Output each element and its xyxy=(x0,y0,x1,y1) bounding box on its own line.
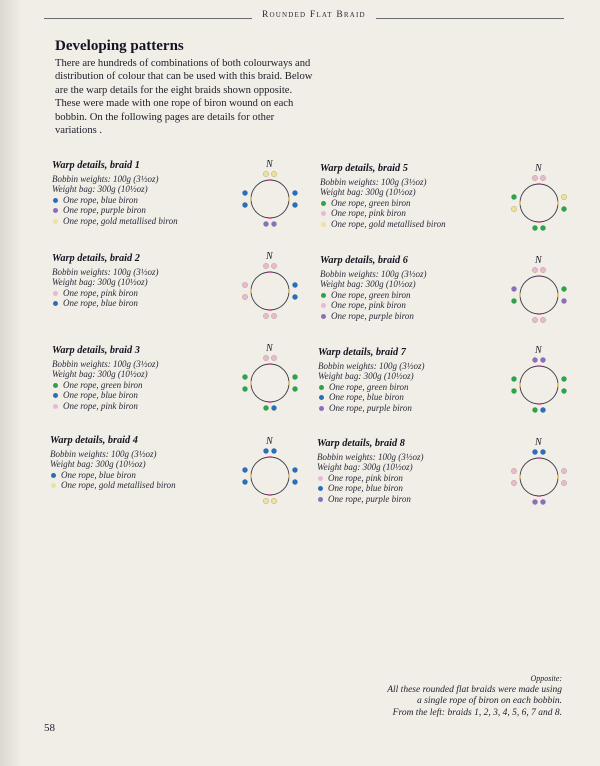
braid-block xyxy=(317,439,487,505)
braid-title: Warp details, braid 3 xyxy=(52,345,140,356)
weight-bag: Weight bag: 300g (10½oz) xyxy=(320,187,416,198)
bobbin-dot xyxy=(532,357,537,362)
bobbin-dot xyxy=(511,298,516,303)
legend-label: One rope, purple biron xyxy=(331,310,414,321)
running-header: Rounded Flat Braid xyxy=(252,10,376,20)
legend-item xyxy=(50,480,220,491)
pink-swatch-icon xyxy=(318,476,323,481)
legend-item xyxy=(320,311,490,322)
gold-swatch-icon xyxy=(321,222,326,227)
bobbin-dot xyxy=(242,467,247,472)
weight-bag: Weight bag: 300g (10½oz) xyxy=(50,459,146,470)
weight-bag: Weight bag: 300g (10½oz) xyxy=(320,279,416,290)
legend-label: One rope, pink biron xyxy=(328,472,403,483)
mirror-ring xyxy=(251,180,289,218)
bobbin-dot xyxy=(532,317,537,322)
page-gutter-shadow xyxy=(0,0,22,766)
caption-line: From the left: braids 1, 2, 3, 4, 5, 6, 7 and 8. xyxy=(392,707,562,718)
bobbin-dot xyxy=(561,298,566,303)
legend-item xyxy=(52,195,222,206)
bobbin-dot xyxy=(263,355,268,360)
legend-item xyxy=(52,298,222,309)
bobbin-dot xyxy=(561,468,566,473)
legend-item xyxy=(50,470,220,481)
legend-label: One rope, blue biron xyxy=(61,469,136,480)
bobbin-dot xyxy=(540,317,545,322)
purple-swatch-icon xyxy=(319,406,324,411)
braid-block xyxy=(52,161,222,227)
bobbin-weights: Bobbin weights: 100g (3½oz) xyxy=(52,173,159,184)
bobbin-dot xyxy=(292,479,297,484)
legend-label: One rope, blue biron xyxy=(328,483,403,494)
mirror-ring xyxy=(520,458,558,496)
legend-item xyxy=(52,216,222,227)
bobbin-dot xyxy=(263,498,268,503)
north-label: N xyxy=(535,255,542,266)
bobbin-dot xyxy=(561,286,566,291)
bobbin-dot xyxy=(271,263,276,268)
bobbin-dot xyxy=(263,171,268,176)
braid-block xyxy=(318,348,488,414)
caption-line: a single rope of biron on each bobbin. xyxy=(417,696,562,706)
green-swatch-icon xyxy=(53,383,58,388)
bobbin-weights: Bobbin weights: 100g (3½oz) xyxy=(320,268,427,279)
bobbin-dot xyxy=(532,267,537,272)
photo-caption xyxy=(330,673,562,719)
gold-swatch-icon xyxy=(51,483,56,488)
bobbin-dot xyxy=(263,221,268,226)
north-label: N xyxy=(266,343,273,354)
braid-title: Warp details, braid 5 xyxy=(320,163,408,174)
purple-swatch-icon xyxy=(53,208,58,213)
bobbin-dot xyxy=(511,376,516,381)
north-label: N xyxy=(266,436,273,447)
legend-item xyxy=(318,392,488,403)
bobbin-dot xyxy=(271,448,276,453)
braid-block xyxy=(52,254,222,309)
bobbin-dot xyxy=(271,355,276,360)
bobbin-dot xyxy=(561,194,566,199)
legend-label: One rope, pink biron xyxy=(331,300,406,311)
legend-item xyxy=(52,401,222,412)
bobbin-dot xyxy=(511,286,516,291)
bobbin-dot xyxy=(292,282,297,287)
braid-title: Warp details, braid 6 xyxy=(320,255,408,266)
bobbin-weights: Bobbin weights: 100g (3½oz) xyxy=(52,266,159,277)
legend-label: One rope, purple biron xyxy=(63,205,146,216)
mirror-ring xyxy=(520,276,558,314)
north-label: N xyxy=(535,163,542,174)
page-number: 58 xyxy=(44,722,55,734)
bobbin-dot xyxy=(511,480,516,485)
caption-line: All these rounded flat braids were made using xyxy=(387,684,562,695)
bobbin-dot xyxy=(561,376,566,381)
bobbin-dot xyxy=(540,449,545,454)
bobbin-weights: Bobbin weights: 100g (3½oz) xyxy=(317,451,424,462)
caption-label: Opposite: xyxy=(530,674,562,683)
bobbin-dot xyxy=(242,190,247,195)
bobbin-dot xyxy=(263,313,268,318)
green-swatch-icon xyxy=(321,201,326,206)
bobbin-dot xyxy=(271,171,276,176)
braid-block xyxy=(52,346,222,412)
braid-block xyxy=(50,436,220,491)
legend-item xyxy=(52,288,222,299)
legend-label: One rope, gold metallised biron xyxy=(63,215,178,226)
weight-bag: Weight bag: 300g (10½oz) xyxy=(52,369,148,380)
braid-title: Warp details, braid 7 xyxy=(318,347,406,358)
legend-item xyxy=(320,300,490,311)
bobbin-dot xyxy=(242,202,247,207)
bobbin-dot xyxy=(292,190,297,195)
mirror-ring xyxy=(520,184,558,222)
legend-item xyxy=(317,473,487,484)
bobbin-dot xyxy=(292,374,297,379)
mirror-ring xyxy=(520,366,558,404)
legend-label: One rope, green biron xyxy=(329,381,409,392)
bobbin-dot xyxy=(242,479,247,484)
blue-swatch-icon xyxy=(319,395,324,400)
bobbin-dot xyxy=(511,194,516,199)
north-label: N xyxy=(535,345,542,356)
bobbin-dot xyxy=(292,467,297,472)
legend-item xyxy=(320,290,490,301)
legend-item xyxy=(318,382,488,393)
legend-label: One rope, purple biron xyxy=(328,493,411,504)
bobbin-dot xyxy=(511,468,516,473)
pink-swatch-icon xyxy=(53,404,58,409)
legend-item xyxy=(52,390,222,401)
legend-item xyxy=(52,205,222,216)
bobbin-dot xyxy=(532,407,537,412)
bobbin-dot xyxy=(561,206,566,211)
bobbin-dot xyxy=(511,388,516,393)
blue-swatch-icon xyxy=(51,473,56,478)
gold-swatch-icon xyxy=(53,219,58,224)
mirror-ring xyxy=(251,364,289,402)
legend-item xyxy=(318,403,488,414)
legend-label: One rope, green biron xyxy=(331,289,411,300)
legend-item xyxy=(52,380,222,391)
bobbin-dot xyxy=(292,294,297,299)
legend-label: One rope, pink biron xyxy=(331,208,406,219)
pink-swatch-icon xyxy=(321,211,326,216)
bobbin-dot xyxy=(540,357,545,362)
bobbin-dot xyxy=(540,407,545,412)
braid-block xyxy=(320,164,490,230)
bobbin-weights: Bobbin weights: 100g (3½oz) xyxy=(320,176,427,187)
braid-title: Warp details, braid 4 xyxy=(50,435,138,446)
legend-label: One rope, blue biron xyxy=(329,392,404,403)
bobbin-dot xyxy=(532,499,537,504)
bobbin-dot xyxy=(242,294,247,299)
bobbin-dot xyxy=(271,313,276,318)
purple-swatch-icon xyxy=(318,497,323,502)
blue-swatch-icon xyxy=(53,198,58,203)
legend-item xyxy=(320,208,490,219)
intro-paragraph: There are hundreds of combinations of both colourways and distribution of colour that can be used with this braid. Below are the warp details for the eight braids shown opposite. These were made with one rope of biron wound on each bobbin. On the following pages are details for other variations . xyxy=(55,58,313,137)
north-label: N xyxy=(266,251,273,262)
legend-label: One rope, gold metallised biron xyxy=(61,480,176,491)
bobbin-dot xyxy=(511,206,516,211)
bobbin-dot xyxy=(292,386,297,391)
braid-title: Warp details, braid 8 xyxy=(317,438,405,449)
bobbin-dot xyxy=(271,221,276,226)
legend-label: One rope, blue biron xyxy=(63,194,138,205)
legend-label: One rope, blue biron xyxy=(63,390,138,401)
bobbin-dot xyxy=(540,499,545,504)
north-label: N xyxy=(266,159,273,170)
green-swatch-icon xyxy=(321,293,326,298)
bobbin-dot xyxy=(532,449,537,454)
bobbin-dot xyxy=(263,405,268,410)
legend-item xyxy=(320,198,490,209)
braid-title: Warp details, braid 1 xyxy=(52,160,140,171)
section-heading: Developing patterns xyxy=(55,38,184,54)
legend-label: One rope, pink biron xyxy=(63,400,138,411)
legend-label: One rope, blue biron xyxy=(63,298,138,309)
bobbin-dot xyxy=(561,480,566,485)
bobbin-dot xyxy=(561,388,566,393)
bobbin-dot xyxy=(263,448,268,453)
bobbin-weights: Bobbin weights: 100g (3½oz) xyxy=(52,358,159,369)
braid-title: Warp details, braid 2 xyxy=(52,253,140,264)
bobbin-dot xyxy=(242,386,247,391)
weight-bag: Weight bag: 300g (10½oz) xyxy=(318,371,414,382)
blue-swatch-icon xyxy=(53,393,58,398)
pink-swatch-icon xyxy=(53,291,58,296)
bobbin-dot xyxy=(271,498,276,503)
legend-item xyxy=(317,483,487,494)
legend-item xyxy=(320,219,490,230)
legend-label: One rope, gold metallised biron xyxy=(331,218,446,229)
legend-label: One rope, green biron xyxy=(331,197,411,208)
weight-bag: Weight bag: 300g (10½oz) xyxy=(52,277,148,288)
bobbin-dot xyxy=(532,225,537,230)
bobbin-dot xyxy=(540,225,545,230)
weight-bag: Weight bag: 300g (10½oz) xyxy=(317,462,413,473)
blue-swatch-icon xyxy=(53,301,58,306)
braid-block xyxy=(320,256,490,322)
mirror-ring xyxy=(251,457,289,495)
legend-label: One rope, purple biron xyxy=(329,402,412,413)
bobbin-dot xyxy=(540,175,545,180)
bobbin-dot xyxy=(292,202,297,207)
north-label: N xyxy=(535,437,542,448)
bobbin-dot xyxy=(540,267,545,272)
bobbin-weights: Bobbin weights: 100g (3½oz) xyxy=(50,448,157,459)
bobbin-dot xyxy=(271,405,276,410)
pink-swatch-icon xyxy=(321,303,326,308)
bobbin-weights: Bobbin weights: 100g (3½oz) xyxy=(318,360,425,371)
legend-item xyxy=(317,494,487,505)
bobbin-dot xyxy=(242,374,247,379)
blue-swatch-icon xyxy=(318,486,323,491)
bobbin-dot xyxy=(242,282,247,287)
green-swatch-icon xyxy=(319,385,324,390)
legend-label: One rope, pink biron xyxy=(63,287,138,298)
weight-bag: Weight bag: 300g (10½oz) xyxy=(52,184,148,195)
legend-label: One rope, green biron xyxy=(63,379,143,390)
mirror-ring xyxy=(251,272,289,310)
purple-swatch-icon xyxy=(321,314,326,319)
bobbin-dot xyxy=(263,263,268,268)
bobbin-dot xyxy=(532,175,537,180)
